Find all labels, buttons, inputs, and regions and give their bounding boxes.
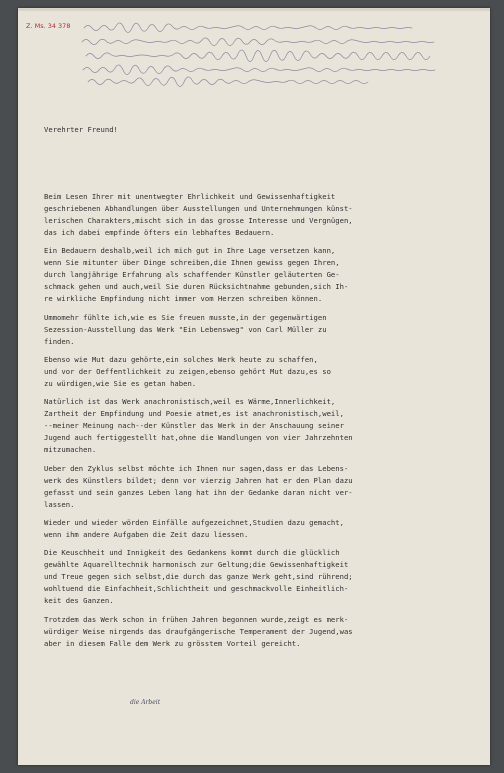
paragraph-line: mitzumachen. <box>44 445 97 455</box>
paragraph-line: geschriebenen Abhandlungen über Ausstellungen und Unternehmungen künst- <box>44 203 353 213</box>
paragraph-line: werk des Künstlers bildet; denn vor vierzig Jahren hat er den Plan dazu <box>44 475 353 485</box>
archive-stamp: Z. Ms. 34 378 <box>26 22 71 30</box>
handwritten-insertion: die Arbeit <box>130 699 161 706</box>
paragraph-line: lassen. <box>44 499 75 509</box>
paragraph <box>44 547 474 607</box>
handwriting-strokes <box>80 18 476 96</box>
paragraph <box>44 245 474 305</box>
paragraph <box>44 517 474 541</box>
typed-letter-body <box>44 100 474 680</box>
paragraph <box>44 614 474 650</box>
paragraph-line: Trotzdem das Werk schon in frühen Jahren begonnen wurde,zeigt es merk- <box>44 614 349 624</box>
paragraph-line: Natürlich ist das Werk anachronistisch,weil es Wärme,Innerlichkeit, <box>44 397 336 407</box>
handwritten-note-scribble <box>80 18 476 96</box>
paragraph-line: wohltuend die Einfachheit,Schlichtheit und geschmackvolle Einheitlich- <box>44 584 349 594</box>
paragraph-line: zu würdigen,wie Sie es getan haben. <box>44 378 197 388</box>
paragraph-line: gefasst und sein ganzes Leben lang hat ihn der Gedanke daran nicht ver- <box>44 487 353 497</box>
page-top-edge <box>18 8 490 11</box>
paragraph <box>44 354 474 390</box>
paragraph-line: Ein Bedauern deshalb,weil ich mich gut in Ihre Lage versetzen kann, <box>44 246 336 256</box>
paragraph-line: lerischen Charakters,mischt sich in das grosse Interesse und Vergnügen, <box>44 215 353 225</box>
paragraph <box>44 312 474 348</box>
paragraph-line: schmack gehen und auch,weil Sie duren Rücksichtnahme gebunden,sich Ih- <box>44 282 349 292</box>
paragraph-line: würdiger Weise nirgends das draufgängerische Temperament der Jugend,was <box>44 626 353 636</box>
paragraph-line: wenn Sie mitunter über Dinge schreiben,die Ihnen gewiss gegen Ihren, <box>44 258 340 268</box>
salutation: Verehrter Freund! <box>44 125 118 135</box>
paragraph <box>44 396 474 456</box>
paragraph-line: Beim Lesen Ihrer mit unentwegter Ehrlichkeit und Gewissenhaftigkeit <box>44 191 336 201</box>
paragraph-line: Zartheit der Empfindung und Poesie atmet,es ist anachronistisch,weil, <box>44 409 344 419</box>
paragraph-line: re wirkliche Empfindung nicht immer vom Herzen schreiben können. <box>44 294 323 304</box>
paragraph-line: das ich dabei empfinde öfters ein lebhaftes Bedauern. <box>44 227 275 237</box>
paragraph-line: und Treue gegen sich selbst,die durch das ganze Werk geht,sind rührend; <box>44 572 353 582</box>
paragraph-line: durch langjährige Erfahrung als schaffender Künstler geläuterten Ge- <box>44 270 340 280</box>
paragraph-line: --meiner Meinung nach--der Künstler das Werk in der Anschauung seiner <box>44 421 344 431</box>
paragraph-line: Ebenso wie Mut dazu gehörte,ein solches Werk heute zu schaffen, <box>44 354 318 364</box>
paragraph-line: finden. <box>44 336 75 346</box>
paragraph-line: Wieder und wieder wörden Einfälle aufgezeichnet,Studien dazu gemacht, <box>44 517 344 527</box>
paragraph-line: wenn ihm andere Aufgaben die Zeit dazu liessen. <box>44 530 249 539</box>
paragraph-line: Ummomehr fühlte ich,wie es Sie freuen musste,in der gegenwärtigen <box>44 312 327 322</box>
paragraph <box>44 463 474 511</box>
letter-page <box>18 8 490 765</box>
paragraph-line: Jugend auch fertiggestellt hat,ohne die Wandlungen von vier Jahrzehnten <box>44 433 353 443</box>
paragraph-line: keit des Ganzen. <box>44 596 114 606</box>
paragraph-line: und vor der Oeffentlichkeit zu zeigen,ebenso gehört Mut dazu,es so <box>44 366 331 376</box>
paragraph <box>44 191 474 239</box>
paragraph-line: gewählte Aquarelltechnik harmonisch zur Geltung;die Gewissenhaftigkeit <box>44 560 349 570</box>
paragraph-line: Die Keuschheit und Innigkeit des Gedankens kommt durch die glücklich <box>44 548 340 558</box>
paragraph-line: Ueber den Zyklus selbst möchte ich Ihnen nur sagen,dass er das Lebens- <box>44 463 349 473</box>
paragraph-line: aber in diesem Falle dem Werk zu grösstem Vorteil gereicht. <box>44 638 301 648</box>
paragraph-line: Sezession-Ausstellung das Werk "Ein Lebensweg" von Carl Müller zu <box>44 324 327 334</box>
letter-paragraphs <box>44 191 474 656</box>
